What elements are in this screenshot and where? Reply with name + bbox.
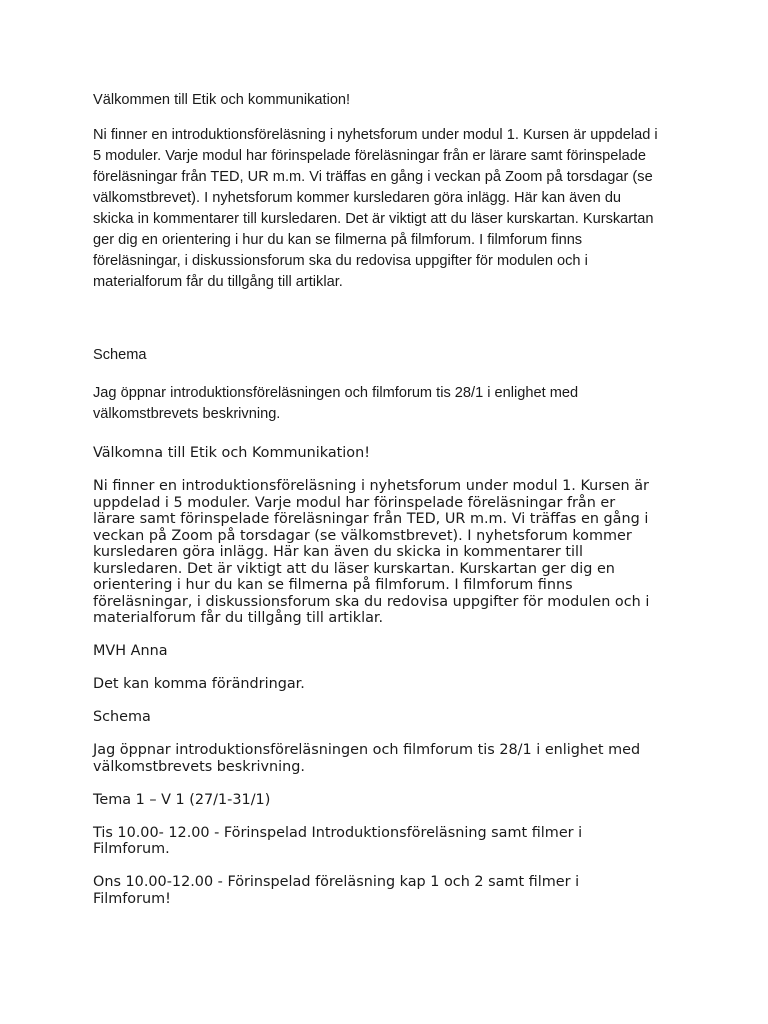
changes-note: Det kan komma förändringar. (93, 676, 305, 692)
intro-paragraph (93, 125, 683, 293)
text-line: Jag öppnar introduktionsföreläsningen och filmforum tis 28/1 i enlighet med (93, 742, 641, 758)
theme-heading: Tema 1 – V 1 (27/1-31/1) (93, 791, 271, 808)
text-line: Jag öppnar introduktionsföreläsningen och filmforum tis 28/1 i enlighet med (93, 385, 579, 401)
text-line: Ni finner en introduktionsföreläsning i nyhetsforum under modul 1. Kursen är (93, 478, 649, 494)
text-line: lärare samt förinspelade föreläsningar från TED, UR m.m. Vi träffas en gång i (93, 511, 649, 527)
welcome-heading: Välkommen till Etik och kommunikation! (93, 92, 351, 108)
text-line: Tis 10.00- 12.00 - Förinspelad Introduktionsföreläsning samt filmer i (93, 824, 583, 841)
text-line: välkomstbrevets beskrivning. (93, 758, 305, 775)
text-line: veckan på Zoom på torsdagar (se välkomstbrevet). I nyhetsforum kommer (93, 527, 632, 544)
text-line: materialforum får du tillgång till artiklar. (93, 274, 343, 290)
schema-heading: Schema (93, 709, 151, 725)
text-line: välkomstbrevets beskrivning. (93, 406, 281, 422)
text-line: välkomstbrevet). I nyhetsforum kommer kursledaren göra inlägg. Här kan även du (93, 190, 622, 206)
schema-paragraph (93, 742, 683, 775)
text-line: föreläsningar från TED, UR m.m. Vi träffas en gång i veckan på Zoom på torsdagar (se (93, 169, 653, 185)
text-line: uppdelad i 5 moduler. Varje modul har förinspelade föreläsningar från er (93, 494, 616, 511)
schedule-item-wednesday (93, 874, 683, 907)
text-line: materialforum får du tillgång till artiklar. (93, 610, 384, 626)
schema-heading: Schema (93, 347, 147, 363)
text-line: Filmforum! (93, 890, 171, 907)
text-line: kursledaren. Det är viktigt att du läser kurskartan. Kurskartan ger dig en (93, 560, 615, 577)
text-line: Filmforum. (93, 841, 170, 857)
text-line: 5 moduler. Varje modul har förinspelade föreläsningar från er lärare samt förinspelade (93, 148, 646, 164)
text-line: ger dig en orientering i hur du kan se filmerna på filmforum. I filmforum finns (93, 232, 583, 248)
text-line: föreläsningar, i diskussionsforum ska du redovisa uppgifter för modulen och i (93, 253, 588, 269)
text-line: Ni finner en introduktionsföreläsning i nyhetsforum under modul 1. Kursen är uppdelad i (93, 127, 658, 143)
text-line: föreläsningar, i diskussionsforum ska du redovisa uppgifter för modulen och i (93, 593, 650, 610)
intro-paragraph (93, 478, 683, 627)
welcome-heading: Välkomna till Etik och Kommunikation! (93, 445, 370, 461)
text-line: skicka in kommentarer till kursledaren. Det är viktigt att du läser kurskartan. Kurskartan (93, 211, 654, 227)
section-original (93, 90, 683, 425)
text-line: Ons 10.00-12.00 - Förinspelad föreläsning kap 1 och 2 samt filmer i (93, 874, 580, 890)
schema-paragraph (93, 383, 683, 425)
text-line: kursledaren göra inlägg. Här kan även du skicka in kommentarer till (93, 544, 584, 560)
text-line: orientering i hur du kan se filmerna på filmforum. I filmforum finns (93, 577, 573, 593)
signature: MVH Anna (93, 643, 168, 659)
section-repeated (93, 445, 683, 924)
schedule-item-tuesday (93, 825, 683, 858)
